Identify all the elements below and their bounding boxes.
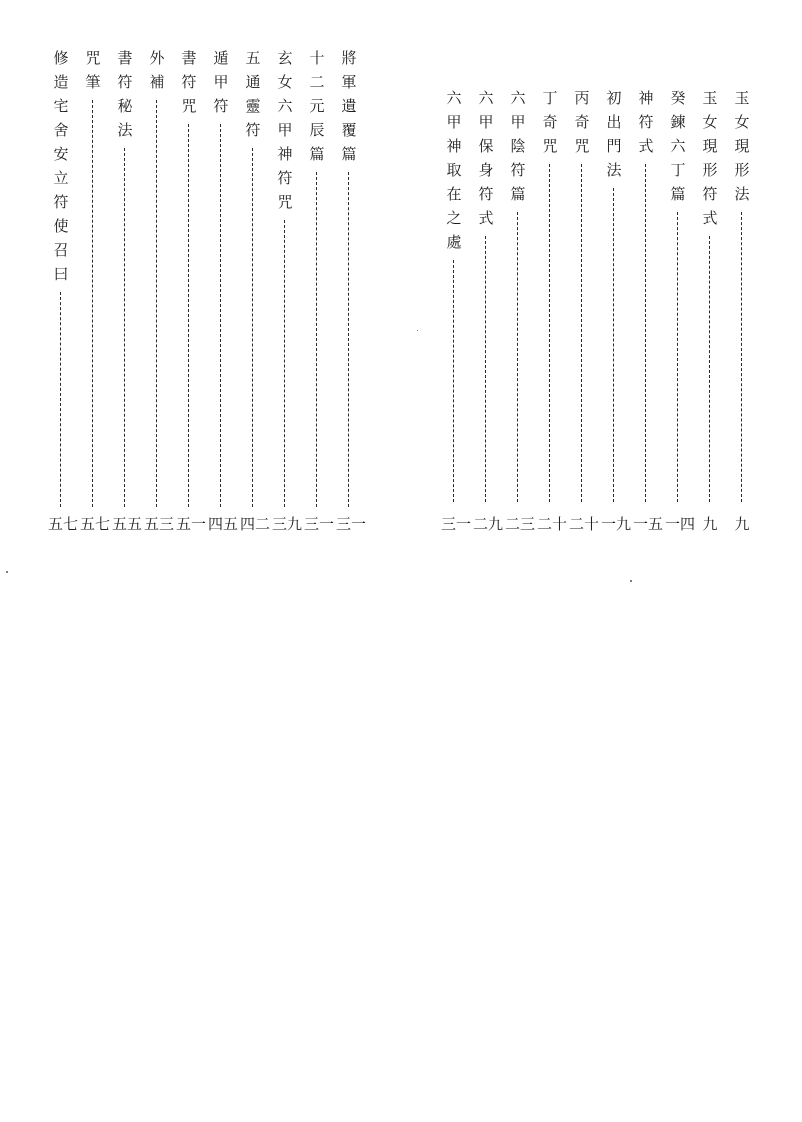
entry-page-number: 五七 [80, 515, 111, 533]
toc-column-left [0, 0, 400, 600]
entry-title: 修造宅舍安立符使召曰 [53, 49, 69, 283]
entry-title: 遁甲符 [213, 49, 229, 115]
entry-title: 書符秘法 [117, 49, 133, 139]
dotted-leader [549, 164, 550, 502]
dotted-leader [188, 124, 189, 507]
dotted-leader [92, 100, 93, 507]
dotted-leader [645, 164, 646, 502]
entry-page-number: 四二 [240, 515, 271, 533]
entry-title: 將軍遺覆篇 [341, 49, 357, 163]
dotted-leader [517, 212, 518, 502]
entry-page-number: 五三 [144, 515, 175, 533]
entry-page-number: 九 [734, 515, 750, 533]
entry-page-number: 三一 [336, 515, 367, 533]
entry-page-number: 二十 [537, 515, 568, 533]
entry-page-number: 一四 [665, 515, 696, 533]
toc-column-right [400, 0, 802, 600]
entry-title: 五通靈符 [245, 49, 261, 139]
dotted-leader [252, 148, 253, 507]
entry-title: 初出門法 [606, 89, 622, 179]
entry-page-number: 三一 [441, 515, 472, 533]
entry-title: 書符咒 [181, 49, 197, 115]
dotted-leader [156, 100, 157, 507]
entry-title: 玉女現形法 [734, 89, 750, 203]
entry-title: 六甲陰符篇 [510, 89, 526, 203]
entry-page-number: 四五 [208, 515, 239, 533]
entry-page-number: 一五 [633, 515, 664, 533]
dotted-leader [453, 260, 454, 502]
entry-title: 神符式 [638, 89, 654, 155]
entry-title: 六甲神取在之處 [446, 89, 462, 251]
dotted-leader [124, 148, 125, 507]
entry-page-number: 三一 [304, 515, 335, 533]
dotted-leader [741, 212, 742, 502]
entry-page-number: 二十 [569, 515, 600, 533]
entry-page-number: 三九 [272, 515, 303, 533]
dotted-leader [348, 172, 349, 507]
entry-page-number: 二三 [505, 515, 536, 533]
entry-page-number: 九 [702, 515, 718, 533]
entry-title: 玄女六甲神符咒 [277, 49, 293, 211]
entry-page-number: 一九 [601, 515, 632, 533]
entry-title: 丙奇咒 [574, 89, 590, 155]
entry-title: 玉女現形符式 [702, 89, 718, 227]
dotted-leader [60, 292, 61, 507]
entry-page-number: 五五 [112, 515, 143, 533]
entry-title: 癸鍊六丁篇 [670, 89, 686, 203]
entry-page-number: 五七 [48, 515, 79, 533]
entry-title: 六甲保身符式 [478, 89, 494, 227]
dotted-leader [316, 172, 317, 507]
dotted-leader [613, 188, 614, 502]
dotted-leader [709, 236, 710, 502]
entry-page-number: 五一 [176, 515, 207, 533]
entry-title: 咒筆 [85, 49, 101, 91]
entry-title: 十二元辰篇 [309, 49, 325, 163]
entry-page-number: 二九 [473, 515, 504, 533]
dotted-leader [220, 124, 221, 507]
entry-title: 丁奇咒 [542, 89, 558, 155]
dotted-leader [677, 212, 678, 502]
dotted-leader [581, 164, 582, 502]
dotted-leader [284, 220, 285, 507]
entry-title: 外補 [149, 49, 165, 91]
dotted-leader [485, 236, 486, 502]
